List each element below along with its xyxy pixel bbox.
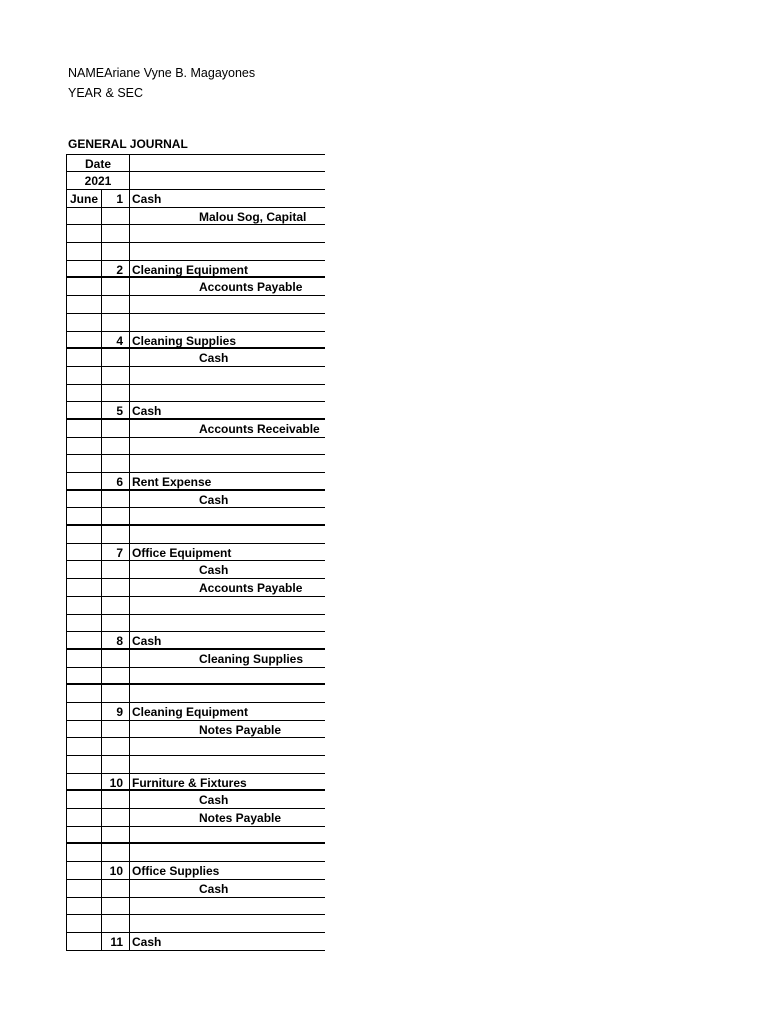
journal-row xyxy=(66,208,325,226)
day-cell: 1 xyxy=(102,190,130,207)
month-cell xyxy=(66,915,102,932)
month-cell xyxy=(66,561,102,578)
journal-row xyxy=(66,278,325,296)
day-cell xyxy=(102,208,130,225)
day-cell: 7 xyxy=(102,544,130,561)
credit-account-cell: Cash xyxy=(199,563,229,578)
day-cell: 8 xyxy=(102,632,130,648)
day-cell xyxy=(102,915,130,932)
journal-row xyxy=(66,420,325,438)
month-cell xyxy=(66,455,102,472)
credit-account-cell: Notes Payable xyxy=(199,811,282,826)
day-cell: 6 xyxy=(102,473,130,489)
journal-row xyxy=(66,650,325,668)
journal-row xyxy=(66,243,325,261)
date-header: Date xyxy=(66,155,130,171)
day-cell xyxy=(102,756,130,773)
debit-account-cell xyxy=(130,668,325,684)
debit-account-cell xyxy=(130,367,325,384)
day-cell xyxy=(102,844,130,861)
journal-row xyxy=(66,296,325,314)
debit-account-cell: Cleaning Equipment xyxy=(132,704,249,719)
journal-row xyxy=(66,933,325,951)
month-cell xyxy=(66,791,102,808)
journal-row xyxy=(66,738,325,756)
month-cell xyxy=(66,278,102,295)
journal-row xyxy=(66,332,325,350)
debit-account-cell xyxy=(130,314,325,331)
debit-account-cell: Cleaning Supplies xyxy=(132,333,237,348)
journal-row xyxy=(66,579,325,597)
month-cell xyxy=(66,491,102,508)
day-cell xyxy=(102,385,130,402)
month-cell xyxy=(66,650,102,667)
journal-row xyxy=(66,544,325,562)
day-cell xyxy=(102,721,130,738)
month-cell xyxy=(66,579,102,596)
debit-account-cell: Cash xyxy=(132,634,162,649)
month-cell xyxy=(66,738,102,755)
day-cell: 10 xyxy=(102,862,130,879)
month-cell xyxy=(66,367,102,384)
journal-row xyxy=(66,880,325,898)
month-cell xyxy=(66,544,102,561)
credit-account-cell: Accounts Payable xyxy=(199,280,303,295)
journal-row xyxy=(66,349,325,367)
journal-row xyxy=(66,721,325,739)
day-cell: 9 xyxy=(102,703,130,720)
journal-row xyxy=(66,314,325,332)
month-cell xyxy=(66,721,102,738)
journal-row xyxy=(66,774,325,792)
day-cell xyxy=(102,420,130,437)
month-cell xyxy=(66,508,102,524)
date-header-row xyxy=(66,154,325,172)
month-cell xyxy=(66,296,102,313)
day-cell: 11 xyxy=(102,933,130,950)
month-cell xyxy=(66,880,102,897)
month-cell xyxy=(66,632,102,648)
month-cell xyxy=(66,898,102,915)
journal-row xyxy=(66,809,325,827)
day-cell xyxy=(102,668,130,684)
month-cell xyxy=(66,261,102,277)
debit-account-cell: Cash xyxy=(132,934,162,949)
month-cell xyxy=(66,862,102,879)
debit-account-cell: Office Supplies xyxy=(132,864,220,879)
day-cell xyxy=(102,650,130,667)
credit-account-cell: Cash xyxy=(199,351,229,366)
debit-account-cell xyxy=(130,243,325,260)
debit-account-cell xyxy=(130,685,325,702)
general-journal-table xyxy=(66,154,325,951)
debit-account-cell: Rent Expense xyxy=(132,475,212,489)
debit-account-cell: Cleaning Equipment xyxy=(132,262,249,277)
credit-account-cell: Cleaning Supplies xyxy=(199,651,304,666)
debit-account-cell xyxy=(130,827,325,843)
journal-row xyxy=(66,615,325,633)
day-cell xyxy=(102,491,130,508)
journal-row xyxy=(66,367,325,385)
debit-account-cell xyxy=(130,526,325,543)
journal-row xyxy=(66,526,325,544)
month-cell: June xyxy=(66,190,102,207)
day-cell xyxy=(102,526,130,543)
year-cell: 2021 xyxy=(66,172,130,189)
journal-row xyxy=(66,827,325,845)
month-cell xyxy=(66,473,102,489)
credit-account-cell: Accounts Receivable xyxy=(199,421,320,436)
debit-account-cell xyxy=(130,615,325,632)
debit-account-cell: Office Equipment xyxy=(132,545,232,560)
day-cell xyxy=(102,278,130,295)
month-cell xyxy=(66,420,102,437)
journal-row xyxy=(66,703,325,721)
journal-row xyxy=(66,685,325,703)
journal-row xyxy=(66,561,325,579)
debit-account-cell xyxy=(130,844,325,861)
credit-account-cell: Notes Payable xyxy=(199,722,282,737)
journal-row xyxy=(66,261,325,279)
journal-row xyxy=(66,385,325,403)
journal-row xyxy=(66,791,325,809)
month-cell xyxy=(66,809,102,826)
credit-account-cell: Cash xyxy=(199,881,229,896)
name-line: NAMEAriane Vyne B. Magayones xyxy=(68,66,256,80)
journal-row xyxy=(66,190,325,208)
month-cell xyxy=(66,332,102,348)
journal-row xyxy=(66,915,325,933)
day-cell xyxy=(102,455,130,472)
month-cell xyxy=(66,933,102,950)
journal-row xyxy=(66,402,325,420)
journal-row xyxy=(66,632,325,650)
journal-row xyxy=(66,491,325,509)
journal-row xyxy=(66,844,325,862)
month-cell xyxy=(66,438,102,455)
month-cell xyxy=(66,314,102,331)
debit-account-cell xyxy=(130,296,325,313)
journal-rows xyxy=(66,190,325,951)
month-cell xyxy=(66,385,102,402)
month-cell xyxy=(66,402,102,418)
journal-title: GENERAL JOURNAL xyxy=(68,137,188,151)
month-cell xyxy=(66,827,102,843)
journal-row xyxy=(66,473,325,491)
day-cell xyxy=(102,791,130,808)
day-cell xyxy=(102,685,130,702)
year-row xyxy=(66,172,325,190)
debit-account-cell xyxy=(130,225,325,242)
month-cell xyxy=(66,844,102,861)
day-cell xyxy=(102,738,130,755)
month-cell xyxy=(66,685,102,702)
debit-account-cell xyxy=(130,915,325,932)
day-cell xyxy=(102,367,130,384)
day-cell xyxy=(102,809,130,826)
month-cell xyxy=(66,756,102,773)
debit-account-cell: Furniture & Fixtures xyxy=(132,775,247,790)
day-cell xyxy=(102,349,130,366)
month-cell xyxy=(66,526,102,543)
month-cell xyxy=(66,597,102,614)
debit-account-cell xyxy=(130,898,325,915)
day-cell xyxy=(102,438,130,455)
debit-account-cell xyxy=(130,438,325,455)
day-cell xyxy=(102,296,130,313)
debit-account-cell xyxy=(130,508,325,524)
month-cell xyxy=(66,349,102,366)
journal-row xyxy=(66,438,325,456)
day-cell xyxy=(102,615,130,632)
month-cell xyxy=(66,225,102,242)
debit-account-cell xyxy=(130,385,325,402)
debit-account-cell xyxy=(130,455,325,472)
journal-row xyxy=(66,597,325,615)
debit-account-cell xyxy=(130,597,325,614)
debit-account-cell: Cash xyxy=(132,192,162,206)
journal-row xyxy=(66,455,325,473)
credit-account-cell: Accounts Payable xyxy=(199,581,303,596)
journal-row xyxy=(66,508,325,526)
day-cell xyxy=(102,561,130,578)
credit-account-cell: Cash xyxy=(199,492,229,507)
day-cell xyxy=(102,579,130,596)
credit-account-cell: Cash xyxy=(199,793,229,808)
journal-row xyxy=(66,898,325,916)
month-cell xyxy=(66,668,102,684)
journal-row xyxy=(66,668,325,686)
day-cell xyxy=(102,225,130,242)
year-section-line: YEAR & SEC xyxy=(68,86,144,100)
day-cell: 5 xyxy=(102,402,130,418)
day-cell: 4 xyxy=(102,332,130,348)
month-cell xyxy=(66,774,102,790)
day-cell: 10 xyxy=(102,774,130,790)
day-cell xyxy=(102,314,130,331)
day-cell: 2 xyxy=(102,261,130,277)
journal-row xyxy=(66,225,325,243)
day-cell xyxy=(102,243,130,260)
month-cell xyxy=(66,208,102,225)
month-cell xyxy=(66,243,102,260)
journal-row xyxy=(66,756,325,774)
debit-account-cell xyxy=(130,738,325,755)
day-cell xyxy=(102,597,130,614)
month-cell xyxy=(66,615,102,632)
credit-account-cell: Malou Sog, Capital xyxy=(199,209,307,224)
month-cell xyxy=(66,703,102,720)
day-cell xyxy=(102,880,130,897)
day-cell xyxy=(102,898,130,915)
journal-row xyxy=(66,862,325,880)
debit-account-cell xyxy=(130,756,325,773)
day-cell xyxy=(102,508,130,524)
debit-account-cell: Cash xyxy=(132,404,162,419)
day-cell xyxy=(102,827,130,843)
